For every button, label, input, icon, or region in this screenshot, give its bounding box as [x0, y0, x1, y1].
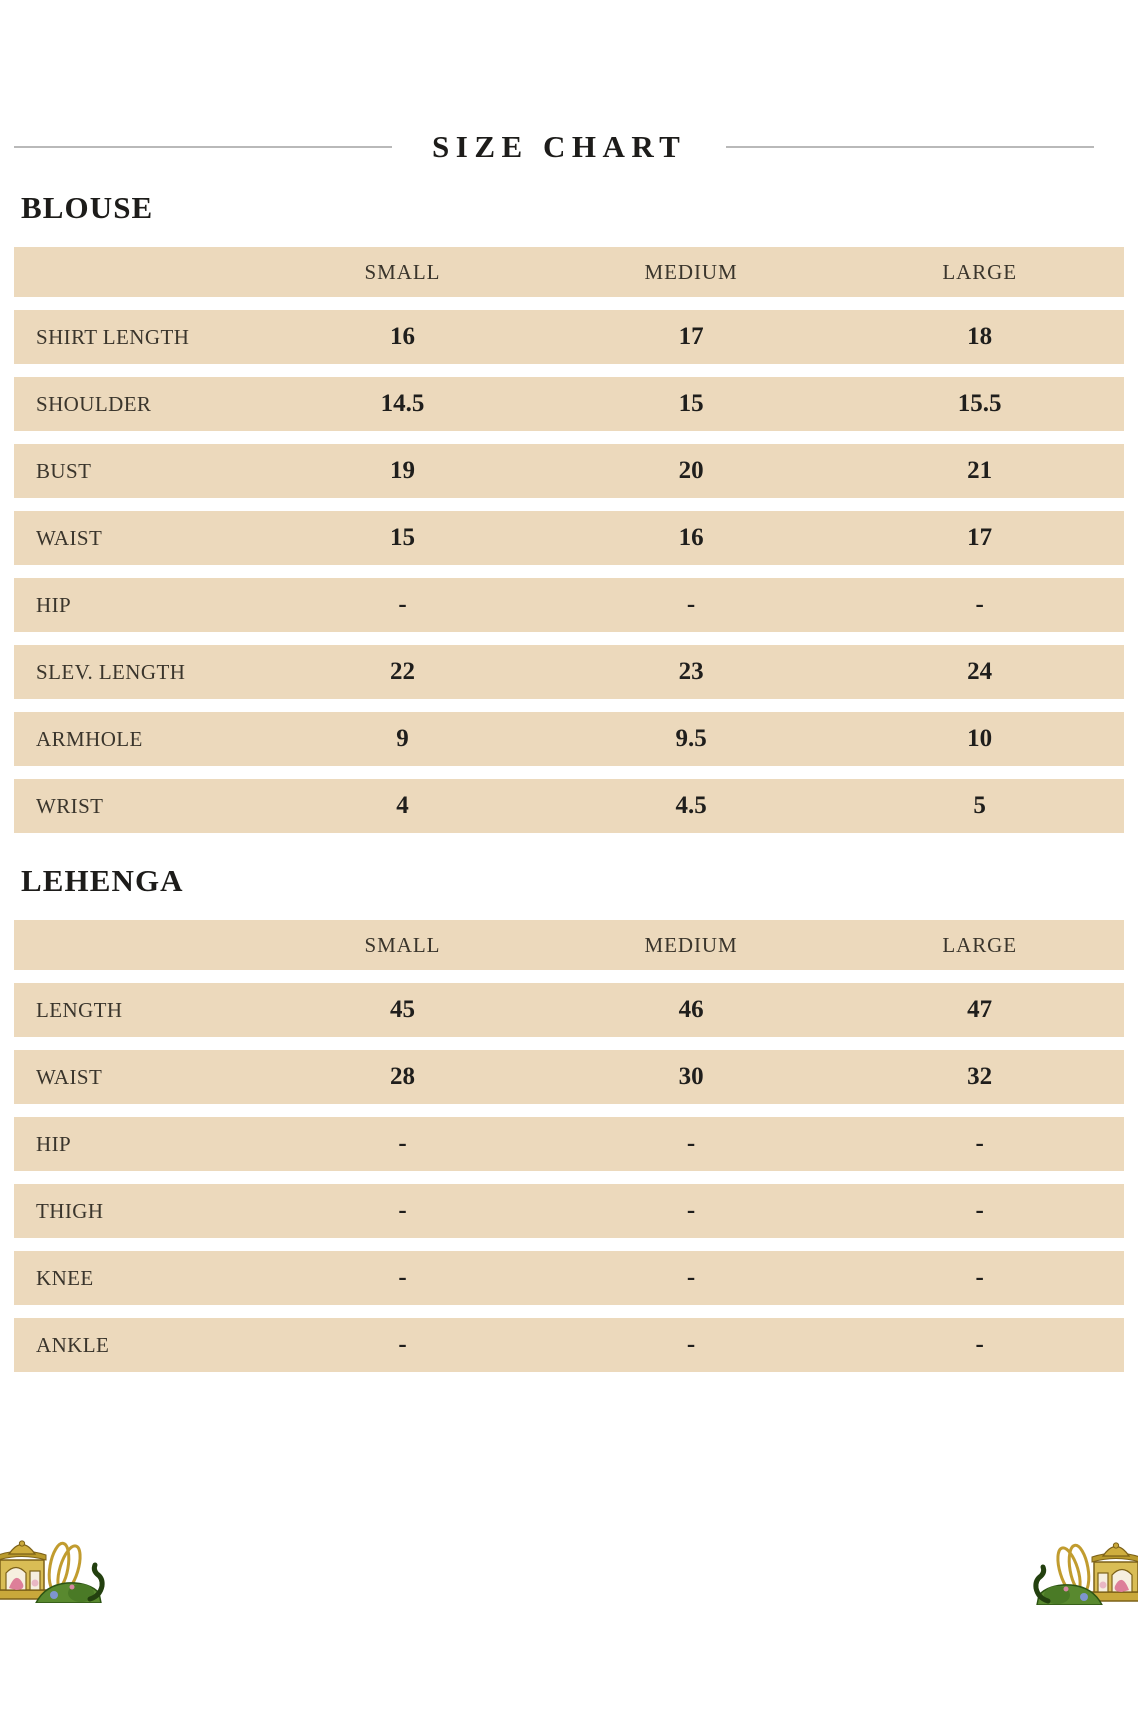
row-label: HIP — [36, 1131, 72, 1156]
elephant-howdah-illustration-right — [1026, 1542, 1138, 1605]
cell-value: - — [975, 1331, 984, 1358]
row-label: WAIST — [36, 525, 103, 550]
title-divider-right — [726, 146, 1094, 148]
cell-value: 20 — [678, 457, 704, 484]
row-label: SHOULDER — [36, 391, 152, 416]
table-row-shirt-length — [14, 310, 1124, 364]
cell-value: - — [975, 1197, 984, 1224]
cell-value: 15.5 — [957, 390, 1002, 417]
table-row-waist — [14, 1050, 1124, 1104]
title-divider-left — [14, 146, 392, 148]
cell-value: 28 — [389, 1063, 415, 1090]
cell-value: 32 — [967, 1063, 993, 1090]
cell-value: 15 — [389, 524, 415, 551]
table-row-bust — [14, 444, 1124, 498]
elephant-howdah-icon — [1026, 1542, 1138, 1605]
cell-value: - — [975, 1130, 984, 1157]
table-header-row — [14, 247, 1124, 297]
cell-value: - — [398, 1331, 407, 1358]
cell-value: - — [398, 591, 407, 618]
cell-value: 21 — [967, 457, 993, 484]
column-header-large: LARGE — [942, 259, 1018, 284]
row-label: KNEE — [36, 1265, 94, 1290]
cell-value: - — [398, 1130, 407, 1157]
table-row-sleeve-length — [14, 645, 1124, 699]
row-label: SLEV. LENGTH — [36, 659, 186, 684]
size-table-lehenga — [14, 920, 1124, 1372]
cell-value: 15 — [678, 390, 704, 417]
cell-value: 17 — [967, 524, 993, 551]
cell-value: - — [686, 1130, 696, 1157]
cell-value: - — [975, 591, 984, 618]
row-label: THIGH — [36, 1198, 104, 1223]
table-row-hip — [14, 1117, 1124, 1171]
cell-value: - — [686, 1331, 696, 1358]
table-row-shoulder — [14, 377, 1124, 431]
section-heading-blouse: BLOUSE — [21, 190, 154, 225]
column-header-small: SMALL — [364, 932, 441, 957]
cell-value: 17 — [678, 323, 704, 350]
cell-value: 5 — [973, 792, 986, 819]
table-row-waist — [14, 511, 1124, 565]
cell-value: - — [398, 1264, 407, 1291]
page-title: SIZE CHART — [432, 129, 687, 164]
column-header-small: SMALL — [364, 259, 441, 284]
row-label: SHIRT LENGTH — [36, 324, 190, 349]
row-label: ANKLE — [36, 1332, 110, 1357]
table-row-ankle — [14, 1318, 1124, 1372]
cell-value: - — [686, 1264, 696, 1291]
cell-value: 16 — [389, 323, 415, 350]
size-table-blouse — [14, 247, 1124, 833]
table-row-armhole — [14, 712, 1124, 766]
row-label: WRIST — [36, 793, 104, 818]
table-row-wrist — [14, 779, 1124, 833]
row-label: ARMHOLE — [36, 726, 143, 751]
column-header-medium: MEDIUM — [644, 932, 738, 957]
cell-value: 45 — [389, 996, 415, 1023]
table-row-knee — [14, 1251, 1124, 1305]
column-header-large: LARGE — [942, 932, 1018, 957]
table-row-length — [14, 983, 1124, 1037]
cell-value: - — [975, 1264, 984, 1291]
cell-value: 4.5 — [675, 792, 707, 819]
cell-value: 30 — [678, 1063, 704, 1090]
cell-value: 10 — [967, 725, 993, 752]
cell-value: - — [686, 591, 696, 618]
row-label: BUST — [36, 458, 92, 483]
title-band — [14, 129, 1094, 165]
row-label: WAIST — [36, 1064, 103, 1089]
section-heading-lehenga: LEHENGA — [21, 863, 184, 898]
cell-value: 4 — [396, 792, 409, 819]
cell-value: 47 — [967, 996, 993, 1023]
table-row-hip — [14, 578, 1124, 632]
cell-value: 19 — [389, 457, 415, 484]
cell-value: 9 — [396, 725, 409, 752]
table-header-row — [14, 920, 1124, 970]
cell-value: 46 — [678, 996, 704, 1023]
elephant-howdah-icon — [0, 1540, 112, 1603]
row-label: LENGTH — [36, 997, 123, 1022]
cell-value: 16 — [678, 524, 704, 551]
cell-value: 24 — [967, 658, 993, 685]
elephant-howdah-illustration-left — [0, 1540, 112, 1603]
row-label: HIP — [36, 592, 72, 617]
cell-value: 9.5 — [675, 725, 707, 752]
cell-value: 23 — [678, 658, 704, 685]
cell-value: 14.5 — [380, 390, 425, 417]
column-header-medium: MEDIUM — [644, 259, 738, 284]
cell-value: - — [686, 1197, 696, 1224]
cell-value: - — [398, 1197, 407, 1224]
table-row-thigh — [14, 1184, 1124, 1238]
cell-value: 22 — [389, 658, 415, 685]
cell-value: 18 — [967, 323, 993, 350]
